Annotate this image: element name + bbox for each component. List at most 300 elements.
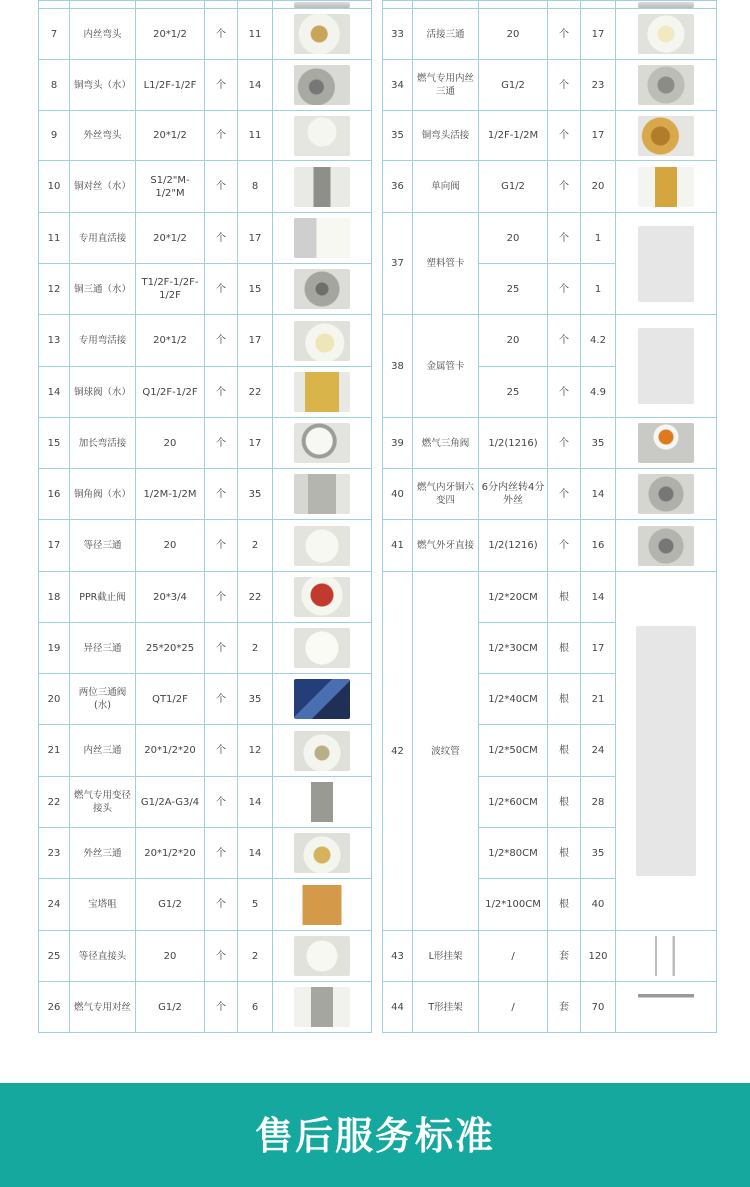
product-image-cell <box>616 931 717 982</box>
item-number: 9 <box>39 111 70 161</box>
item-unit: 个 <box>205 161 238 213</box>
metal-clamp-icon <box>638 328 694 404</box>
item-name <box>70 1 136 9</box>
item-number: 25 <box>39 931 70 982</box>
item-name: 铜角阀（水） <box>70 469 136 520</box>
table-row <box>39 60 372 111</box>
item-unit: 根 <box>548 674 581 725</box>
item-price: 17 <box>238 418 273 469</box>
product-image-cell <box>616 469 717 520</box>
item-unit <box>205 1 238 9</box>
item-spec: T1/2F-1/2F-1/2F <box>136 264 205 315</box>
item-unit <box>548 1 581 9</box>
item-price: 4.2 <box>581 315 616 367</box>
item-price: 14 <box>238 828 273 879</box>
item-unit: 套 <box>548 982 581 1033</box>
item-unit: 根 <box>548 828 581 879</box>
item-price: 35 <box>238 674 273 725</box>
item-name: 专用直活接 <box>70 213 136 264</box>
item-unit: 个 <box>548 60 581 111</box>
item-spec: 20 <box>136 520 205 572</box>
product-image-cell <box>273 623 372 674</box>
table-row <box>383 161 717 213</box>
item-unit: 个 <box>548 367 581 418</box>
table-row <box>39 572 372 623</box>
item-spec: G1/2A-G3/4 <box>136 777 205 828</box>
item-price: 4.9 <box>581 367 616 418</box>
coupling-icon <box>294 936 350 976</box>
item-price: 14 <box>581 469 616 520</box>
product-image-cell <box>273 213 372 264</box>
item-number: 17 <box>39 520 70 572</box>
item-price: 24 <box>581 725 616 777</box>
item-name: 两位三通阀(水) <box>70 674 136 725</box>
product-image-cell <box>273 111 372 161</box>
product-image-cell <box>273 777 372 828</box>
item-spec: / <box>479 982 548 1033</box>
item-spec: 20 <box>479 213 548 264</box>
item-number: 41 <box>383 520 413 572</box>
item-name: 内丝弯头 <box>70 9 136 60</box>
item-price: 11 <box>238 9 273 60</box>
item-spec: L1/2F-1/2F <box>136 60 205 111</box>
table-row <box>39 213 372 264</box>
item-unit: 个 <box>548 469 581 520</box>
product-image-cell <box>616 572 717 931</box>
item-name: 活接三通 <box>413 9 479 60</box>
item-spec: 1/2*30CM <box>479 623 548 674</box>
item-name: 等径三通 <box>70 520 136 572</box>
item-unit: 个 <box>205 623 238 674</box>
item-price: 40 <box>581 879 616 931</box>
product-image-cell <box>616 418 717 469</box>
item-spec: 1/2(1216) <box>479 418 548 469</box>
product-image-cell <box>616 161 717 213</box>
product-image-cell <box>273 879 372 931</box>
item-number: 44 <box>383 982 413 1033</box>
item-name: 铜三通（水） <box>70 264 136 315</box>
item-unit: 个 <box>205 213 238 264</box>
product-image-cell <box>616 1 717 9</box>
item-unit: 个 <box>205 9 238 60</box>
item-spec: 20*1/2 <box>136 213 205 264</box>
table-row <box>383 982 717 1033</box>
gas-nipple-icon <box>294 987 350 1027</box>
item-spec: 1/2M-1/2M <box>136 469 205 520</box>
item-name <box>413 1 479 9</box>
product-image-cell <box>273 418 372 469</box>
item-number: 11 <box>39 213 70 264</box>
product-image-cell <box>616 520 717 572</box>
ppr-male-elbow-icon <box>294 116 350 156</box>
item-price: 120 <box>581 931 616 982</box>
item-spec: 20*3/4 <box>136 572 205 623</box>
item-name: L形挂架 <box>413 931 479 982</box>
gas-male-connector-icon <box>638 526 694 566</box>
item-price: 1 <box>581 213 616 264</box>
item-unit: 个 <box>205 469 238 520</box>
product-image-cell <box>273 264 372 315</box>
item-price: 35 <box>581 828 616 879</box>
item-name: 金属管卡 <box>413 315 479 418</box>
product-image-cell <box>616 9 717 60</box>
table-row <box>39 1 372 9</box>
product-image-cell <box>273 572 372 623</box>
corrugated-hose-icon <box>636 626 696 876</box>
item-name: 燃气外牙直接 <box>413 520 479 572</box>
item-unit: 个 <box>548 418 581 469</box>
item-unit: 个 <box>548 315 581 367</box>
left-table-body <box>39 1 372 1033</box>
item-unit: 个 <box>205 572 238 623</box>
item-unit: 个 <box>205 931 238 982</box>
item-unit: 个 <box>205 982 238 1033</box>
item-unit: 个 <box>548 161 581 213</box>
item-price: 23 <box>581 60 616 111</box>
item-spec <box>479 1 548 9</box>
item-number: 24 <box>39 879 70 931</box>
item-name: 专用弯活接 <box>70 315 136 367</box>
item-number: 42 <box>383 572 413 931</box>
item-number: 21 <box>39 725 70 777</box>
item-price: 6 <box>238 982 273 1033</box>
brass-tee-icon <box>294 269 350 309</box>
product-image-cell <box>273 367 372 418</box>
table-row <box>39 623 372 674</box>
table-row <box>39 161 372 213</box>
item-unit: 套 <box>548 931 581 982</box>
angle-valve-icon <box>294 474 350 514</box>
item-price: 11 <box>238 111 273 161</box>
product-image-cell <box>273 931 372 982</box>
product-image-cell <box>616 315 717 418</box>
table-row <box>39 520 372 572</box>
item-name: 内丝三通 <box>70 725 136 777</box>
table-row <box>39 9 372 60</box>
table-row <box>39 725 372 777</box>
item-spec: 6分内丝转4分外丝 <box>479 469 548 520</box>
item-spec: 20 <box>136 418 205 469</box>
table-row <box>383 213 717 264</box>
item-number: 43 <box>383 931 413 982</box>
item-name: 加长弯活接 <box>70 418 136 469</box>
item-price: 28 <box>581 777 616 828</box>
elbow-union-icon <box>294 321 350 361</box>
female-tee-icon <box>294 731 350 771</box>
item-name: 燃气三角阀 <box>413 418 479 469</box>
item-price: 2 <box>238 931 273 982</box>
item-name: 等径直接头 <box>70 931 136 982</box>
item-price <box>238 1 273 9</box>
item-spec: 1/2(1216) <box>479 520 548 572</box>
item-price: 14 <box>238 60 273 111</box>
item-number: 37 <box>383 213 413 315</box>
item-number: 12 <box>39 264 70 315</box>
item-unit: 个 <box>205 60 238 111</box>
item-spec: G1/2 <box>479 60 548 111</box>
table-row <box>39 111 372 161</box>
gas-angle-valve-icon <box>638 423 694 463</box>
item-spec: 25 <box>479 264 548 315</box>
right-table-body <box>383 1 717 1033</box>
item-unit: 个 <box>205 111 238 161</box>
table-row <box>383 315 717 367</box>
table-row <box>39 777 372 828</box>
fittings-price-table-right <box>382 0 717 1033</box>
item-price: 22 <box>238 367 273 418</box>
item-spec: G1/2 <box>136 879 205 931</box>
table-row <box>383 9 717 60</box>
item-price: 2 <box>238 520 273 572</box>
product-image-cell <box>273 725 372 777</box>
item-name: 外丝三通 <box>70 828 136 879</box>
item-price: 17 <box>238 315 273 367</box>
table-row <box>39 828 372 879</box>
product-image-cell <box>273 60 372 111</box>
item-spec: G1/2 <box>479 161 548 213</box>
item-name: 铜弯头活接 <box>413 111 479 161</box>
item-spec: Q1/2F-1/2F <box>136 367 205 418</box>
item-price: 17 <box>581 9 616 60</box>
item-number: 36 <box>383 161 413 213</box>
hose-barb-icon <box>294 885 350 925</box>
table-row <box>383 1 717 9</box>
item-name: 宝塔咀 <box>70 879 136 931</box>
table-row <box>39 367 372 418</box>
after-sales-title: 售后服务标准 <box>254 1114 495 1158</box>
product-image-cell <box>273 161 372 213</box>
item-price: 22 <box>238 572 273 623</box>
pipe-fitting-icon <box>294 2 350 8</box>
item-number: 18 <box>39 572 70 623</box>
item-unit: 个 <box>548 264 581 315</box>
item-number: 35 <box>383 111 413 161</box>
item-number: 14 <box>39 367 70 418</box>
ball-valve-icon <box>294 372 350 412</box>
item-price: 1 <box>581 264 616 315</box>
item-name: 波纹管 <box>413 572 479 931</box>
item-price: 21 <box>581 674 616 725</box>
l-bracket-icon <box>638 936 694 976</box>
item-price: 70 <box>581 982 616 1033</box>
straight-union-icon <box>294 218 350 258</box>
item-spec <box>136 1 205 9</box>
item-unit: 个 <box>205 315 238 367</box>
item-price: 16 <box>581 520 616 572</box>
item-price: 35 <box>238 469 273 520</box>
item-spec: 1/2F-1/2M <box>479 111 548 161</box>
item-number: 13 <box>39 315 70 367</box>
item-price: 2 <box>238 623 273 674</box>
item-number: 7 <box>39 9 70 60</box>
item-unit: 个 <box>205 828 238 879</box>
table-row <box>39 264 372 315</box>
table-row <box>383 572 717 623</box>
item-number: 16 <box>39 469 70 520</box>
item-number: 33 <box>383 9 413 60</box>
item-spec: 1/2*60CM <box>479 777 548 828</box>
gas-brass-adapter-icon <box>638 474 694 514</box>
item-number <box>383 1 413 9</box>
reducing-tee-icon <box>294 628 350 668</box>
item-unit: 根 <box>548 572 581 623</box>
product-image-cell <box>273 828 372 879</box>
item-number: 15 <box>39 418 70 469</box>
fittings-price-table-left <box>38 0 372 1033</box>
ppr-female-elbow-icon <box>294 14 350 54</box>
item-spec: 20 <box>479 315 548 367</box>
item-unit: 个 <box>205 674 238 725</box>
item-unit: 个 <box>205 264 238 315</box>
brass-elbow-icon <box>294 65 350 105</box>
item-spec: 1/2*80CM <box>479 828 548 879</box>
item-spec: 20*1/2*20 <box>136 725 205 777</box>
table-row <box>39 674 372 725</box>
t-bracket-icon <box>638 987 694 1027</box>
item-unit: 个 <box>205 418 238 469</box>
table-row <box>39 315 372 367</box>
item-name: 铜对丝（水） <box>70 161 136 213</box>
item-name: T形挂架 <box>413 982 479 1033</box>
item-name: 铜球阀（水） <box>70 367 136 418</box>
item-unit: 根 <box>548 879 581 931</box>
item-name: PPR截止阀 <box>70 572 136 623</box>
item-price: 35 <box>581 418 616 469</box>
item-unit: 个 <box>205 777 238 828</box>
product-image-cell <box>616 111 717 161</box>
union-tee-icon <box>638 14 694 54</box>
product-image-cell <box>273 9 372 60</box>
item-price: 14 <box>238 777 273 828</box>
item-price <box>581 1 616 9</box>
product-image-cell <box>616 60 717 111</box>
equal-tee-icon <box>294 526 350 566</box>
product-image-cell <box>273 1 372 9</box>
item-price: 14 <box>581 572 616 623</box>
item-name: 铜弯头（水） <box>70 60 136 111</box>
long-elbow-union-icon <box>294 423 350 463</box>
product-image-cell <box>273 315 372 367</box>
item-spec: 20 <box>136 931 205 982</box>
item-spec: QT1/2F <box>136 674 205 725</box>
item-number: 20 <box>39 674 70 725</box>
male-tee-icon <box>294 833 350 873</box>
item-name: 异径三通 <box>70 623 136 674</box>
item-number: 10 <box>39 161 70 213</box>
plastic-clip-icon <box>638 226 694 302</box>
item-name: 燃气专用内丝三通 <box>413 60 479 111</box>
item-name: 燃气专用变径接头 <box>70 777 136 828</box>
item-number: 8 <box>39 60 70 111</box>
item-number: 26 <box>39 982 70 1033</box>
item-spec: 20*1/2 <box>136 111 205 161</box>
item-number: 38 <box>383 315 413 418</box>
item-number: 19 <box>39 623 70 674</box>
item-price: 20 <box>581 161 616 213</box>
item-unit: 个 <box>548 111 581 161</box>
table-row <box>39 418 372 469</box>
table-row <box>383 520 717 572</box>
item-spec: 1/2*40CM <box>479 674 548 725</box>
item-price: 5 <box>238 879 273 931</box>
table-row <box>383 111 717 161</box>
item-name: 燃气专用对丝 <box>70 982 136 1033</box>
item-spec: / <box>479 931 548 982</box>
item-unit: 个 <box>548 520 581 572</box>
item-spec: 1/2*50CM <box>479 725 548 777</box>
item-unit: 个 <box>548 9 581 60</box>
check-valve-icon <box>638 167 694 207</box>
item-price: 17 <box>581 111 616 161</box>
item-unit: 个 <box>205 725 238 777</box>
table-row <box>383 60 717 111</box>
brass-elbow-union-icon <box>638 116 694 156</box>
item-price: 17 <box>238 213 273 264</box>
pipe-fitting-icon <box>638 2 694 8</box>
product-image-cell <box>273 982 372 1033</box>
three-way-valve-icon <box>294 679 350 719</box>
item-unit: 个 <box>205 367 238 418</box>
stop-valve-icon <box>294 577 350 617</box>
item-number <box>39 1 70 9</box>
item-unit: 个 <box>205 520 238 572</box>
product-image-cell <box>616 213 717 315</box>
item-price: 17 <box>581 623 616 674</box>
brass-nipple-icon <box>294 167 350 207</box>
table-row <box>383 931 717 982</box>
item-number: 39 <box>383 418 413 469</box>
product-image-cell <box>273 674 372 725</box>
item-spec: S1/2"M-1/2"M <box>136 161 205 213</box>
gas-reducer-icon <box>294 782 350 822</box>
table-row <box>39 879 372 931</box>
item-spec: 20*1/2*20 <box>136 828 205 879</box>
item-name: 外丝弯头 <box>70 111 136 161</box>
gas-female-tee-icon <box>638 65 694 105</box>
item-spec: 20*1/2 <box>136 315 205 367</box>
item-number: 23 <box>39 828 70 879</box>
item-unit: 根 <box>548 725 581 777</box>
item-spec: 1/2*20CM <box>479 572 548 623</box>
item-unit: 个 <box>548 213 581 264</box>
item-spec: 20 <box>479 9 548 60</box>
table-row <box>39 931 372 982</box>
item-number: 40 <box>383 469 413 520</box>
table-row <box>383 418 717 469</box>
item-number: 34 <box>383 60 413 111</box>
item-price: 12 <box>238 725 273 777</box>
item-unit: 个 <box>205 879 238 931</box>
item-spec: 20*1/2 <box>136 9 205 60</box>
item-unit: 根 <box>548 777 581 828</box>
item-number: 22 <box>39 777 70 828</box>
item-price: 8 <box>238 161 273 213</box>
table-row <box>39 982 372 1033</box>
product-image-cell <box>273 520 372 572</box>
item-unit: 根 <box>548 623 581 674</box>
table-row <box>383 469 717 520</box>
item-spec: 25*20*25 <box>136 623 205 674</box>
item-name: 单向阀 <box>413 161 479 213</box>
item-spec: G1/2 <box>136 982 205 1033</box>
item-price: 15 <box>238 264 273 315</box>
item-name: 燃气内牙铜六变四 <box>413 469 479 520</box>
item-spec: 1/2*100CM <box>479 879 548 931</box>
product-image-cell <box>616 982 717 1033</box>
item-name: 塑料管卡 <box>413 213 479 315</box>
item-spec: 25 <box>479 367 548 418</box>
table-row <box>39 469 372 520</box>
